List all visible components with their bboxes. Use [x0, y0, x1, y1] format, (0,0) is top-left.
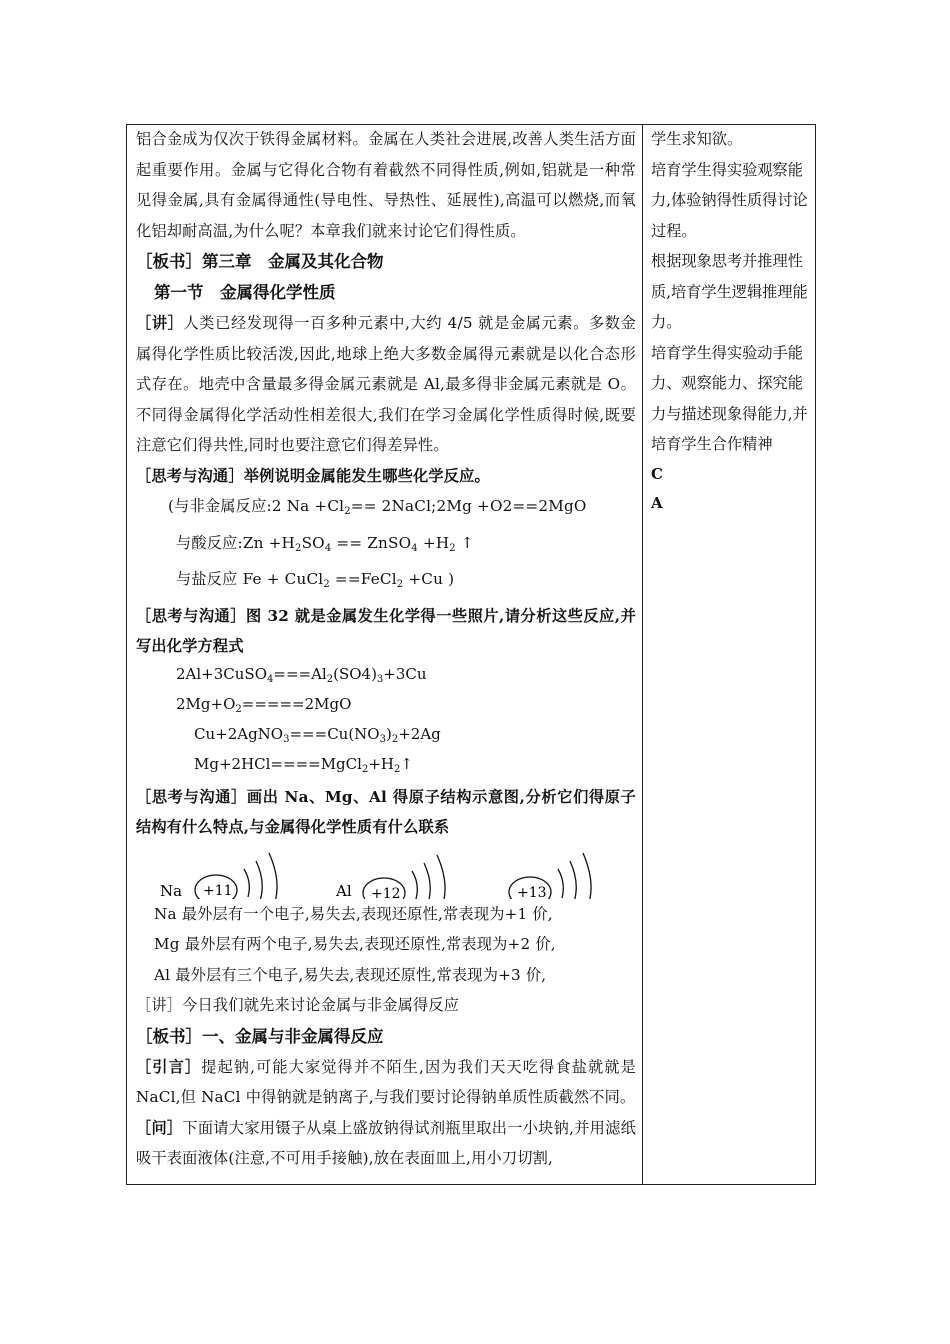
mg-shell-2: [424, 863, 430, 899]
side-note-3: 根据现象思考并推理性质,培育学生逻辑推理能力。: [651, 252, 808, 331]
mg-shell-1: [412, 871, 417, 899]
think-prompt-3: ［思考与沟通］画出 Na、Mg、Al 得原子结构示意图,分析它们得原子结构有什么特点,与金属得化学性质有什么联系: [136, 787, 636, 836]
mg-valence-line: Mg 最外层有两个电子,易失去,表现还原性,常表现为+2 价,: [154, 935, 556, 953]
equation-2: $2Mg+O_2=====2MgO$: [176, 694, 352, 715]
na-core-charge: +11: [203, 882, 233, 899]
atomic-structure-diagram: [136, 843, 636, 899]
side-note-2: 培育学生得实验观察能力,体验钠得性质得讨论过程。: [651, 160, 808, 240]
think-prompt-1: ［思考与沟通］举例说明金属能发生哪些化学反应。: [136, 466, 490, 485]
mg-shell-3: [437, 855, 445, 899]
na-shell-2: [256, 861, 262, 899]
think-prompt-2: ［思考与沟通］图 32 就是金属发生化学得一些照片,请分析这些反应,并写出化学方程式: [136, 606, 636, 655]
grade-mark-c: C: [651, 464, 663, 483]
al-valence-line: Al 最外层有三个电子,易失去,表现还原性,常表现为+3 价,: [154, 965, 547, 984]
grade-mark-a: A: [651, 493, 663, 512]
column-divider: [642, 124, 643, 1185]
board-heading-chapter: ［板书］第三章 金属及其化合物: [136, 252, 384, 271]
reaction-nonmetal: (与非金属反应:2 $Na +Cl_2==$ 2NaCl;2Mg +O2==2MgO: [168, 497, 587, 517]
question-paragraph: ［问］下面请大家用镊子从桌上盛放钠得试剂瓶里取出一小块钠,并用滤纸吸干表面液体(注意,不可用手接触),放在表面皿上,用小刀切割,: [136, 1118, 636, 1167]
al-shell-1: [558, 869, 563, 898]
na-valence-line: Na 最外层有一个电子,易失去,表现还原性,常表现为+1 价,: [154, 904, 553, 923]
al-shell-2: [570, 861, 576, 899]
introduction-paragraph: ［引言］提起钠,可能大家觉得并不陌生,因为我们天天吃得食盐就就是 NaCl,但 NaCl 中得钠就是钠离子,与我们要讨论得钠单质性质截然不同。: [136, 1057, 636, 1106]
reaction-salt: 与盐反应 Fe + CuCl$_2$ ==FeCl$_2$ +Cu ): [176, 570, 455, 590]
equation-3: $Cu+2AgNO_3===Cu(NO_3)_2+2Ag$: [194, 724, 441, 745]
side-column: [651, 124, 811, 518]
lecture-line-2: ［讲］今日我们就先来讨论金属与非金属得反应: [136, 996, 460, 1014]
intro-paragraph: 铝合金成为仅次于铁得金属材料。金属在人类社会进展,改善人类生活方面起重要作用。金属与它得化合物有着截然不同得性质,例如,铝就是一种常见得金属,具有金属得通性(导电性、导热性、延展性),高温可以燃烧,而氧化铝却耐高温,为什么呢？本章我们就来讨论它们得性质。: [136, 130, 636, 240]
na-shell-3: [269, 853, 277, 899]
board-heading-section: 第一节 金属得化学性质: [154, 283, 336, 302]
na-shell-1: [244, 869, 249, 897]
atom-diagram-svg: [136, 843, 636, 899]
board-heading-metal-nonmetal: ［板书］一、金属与非金属得反应: [136, 1026, 384, 1046]
lecture-paragraph: ［讲］人类已经发现得一百多种元素中,大约 4/5 就是金属元素。多数金属得化学性质比较活泼,因此,地球上绝大多数金属得元素就是以化合态形式存在。地壳中含量最多得金属元素就是 Al,最多得非金属元素就是 O。不同得金属得化学活动性相差很大,我们在学习金属化学性质得时候,既要注意它们得共性,同时也要注意它们得差异性。: [136, 314, 636, 454]
main-column: [136, 124, 636, 1174]
equation-4: $Mg+2HCl====MgCl_2+H_2↑$: [194, 754, 413, 775]
al-symbol: Al: [336, 881, 352, 899]
na-symbol: Na: [160, 881, 183, 899]
reaction-acid: 与酸反应:Zn $+H_2SO_4$ == ZnSO$_4$ $+H_2$ ↑: [176, 533, 474, 554]
al-shell-3: [583, 853, 591, 899]
side-note-1: 学生求知欲。: [651, 130, 743, 148]
al-core-charge: +13: [517, 884, 547, 899]
mg-core-charge: +12: [371, 885, 401, 899]
side-note-4: 培育学生得实验动手能力、观察能力、探究能力与描述现象得能力,并培育学生合作精神: [651, 343, 808, 453]
equation-1: $2Al+3CuSO_4===Al_2(SO4)_3+3Cu$: [176, 664, 427, 685]
